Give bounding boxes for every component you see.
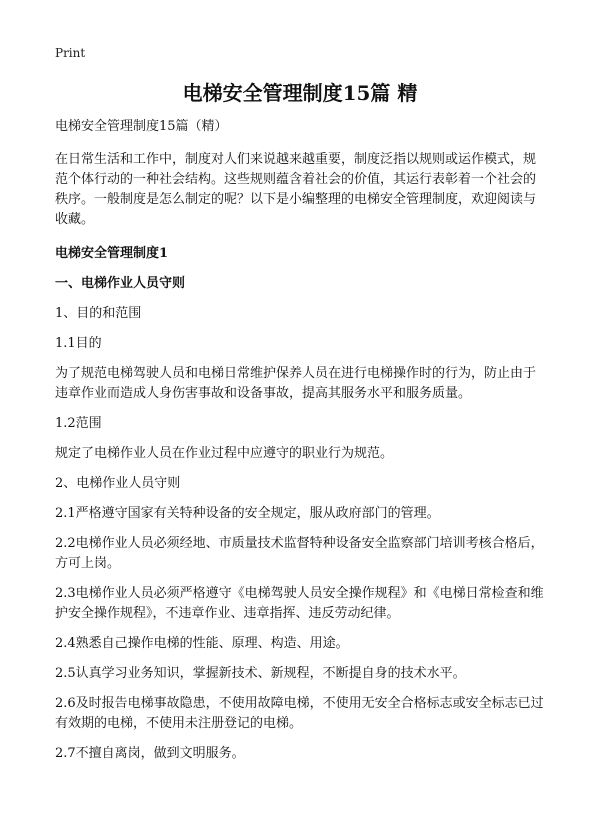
document-title: 电梯安全管理制度15篇 精 [182, 81, 418, 105]
heading-purpose: 1.1目的 [55, 336, 102, 351]
document-body [55, 117, 545, 774]
part-title: 一、电梯作业人员守则 [55, 276, 186, 291]
paragraph-purpose: 为了规范电梯驾驶人员和电梯日常维护保养人员在进行电梯操作时的行为，防止由于违章作业而造成人身伤害事故和设备事故，提高其服务水平和服务质量。 [55, 366, 537, 401]
rule-2-5: 2.5认真学习业务知识，掌握新技术、新规程，不断提自身的技术水平。 [55, 666, 466, 681]
rule-2-7: 2.7不擅自离岗，做到文明服务。 [55, 746, 245, 761]
heading-purpose-scope: 1、目的和范围 [55, 306, 142, 321]
rule-2-3: 2.3电梯作业人员必须严格遵守《电梯驾驶人员安全操作规程》和《电梯日常检查和维护安全操作规程》，不违章作业、违章指挥、违反劳动纪律。 [55, 586, 544, 621]
section-title: 电梯安全管理制度1 [55, 246, 169, 261]
rule-2-6: 2.6及时报告电梯事故隐患，不使用故障电梯，不使用无安全合格标志或安全标志已过有效期的电梯，不使用未注册登记的电梯。 [55, 696, 544, 731]
document-subtitle: 电梯安全管理制度15篇（精） [55, 119, 228, 134]
rule-2-2: 2.2电梯作业人员必须经地、市质量技术监督特种设备安全监察部门培训考核合格后，方可上岗。 [55, 536, 544, 571]
rule-2-1: 2.1严格遵守国家有关特种设备的安全规定，服从政府部门的管理。 [55, 506, 440, 521]
heading-scope: 1.2范围 [55, 416, 102, 431]
print-label: Print [55, 46, 86, 60]
intro-paragraph: 在日常生活和工作中，制度对人们来说越来越重要，制度泛指以规则或运作模式，规范个体行动的一种社会结构。这些规则蕴含着社会的价值，其运行表彰着一个社会的秩序。一般制度是怎么制定的呢？以下是小编整理的电梯安全管理制度，欢迎阅读与收藏。 [55, 152, 537, 227]
rule-2-4: 2.4熟悉自己操作电梯的性能、原理、构造、用途。 [55, 636, 349, 651]
paragraph-scope: 规定了电梯作业人员在作业过程中应遵守的职业行为规范。 [55, 446, 394, 461]
heading-rules: 2、电梯作业人员守则 [55, 476, 181, 491]
